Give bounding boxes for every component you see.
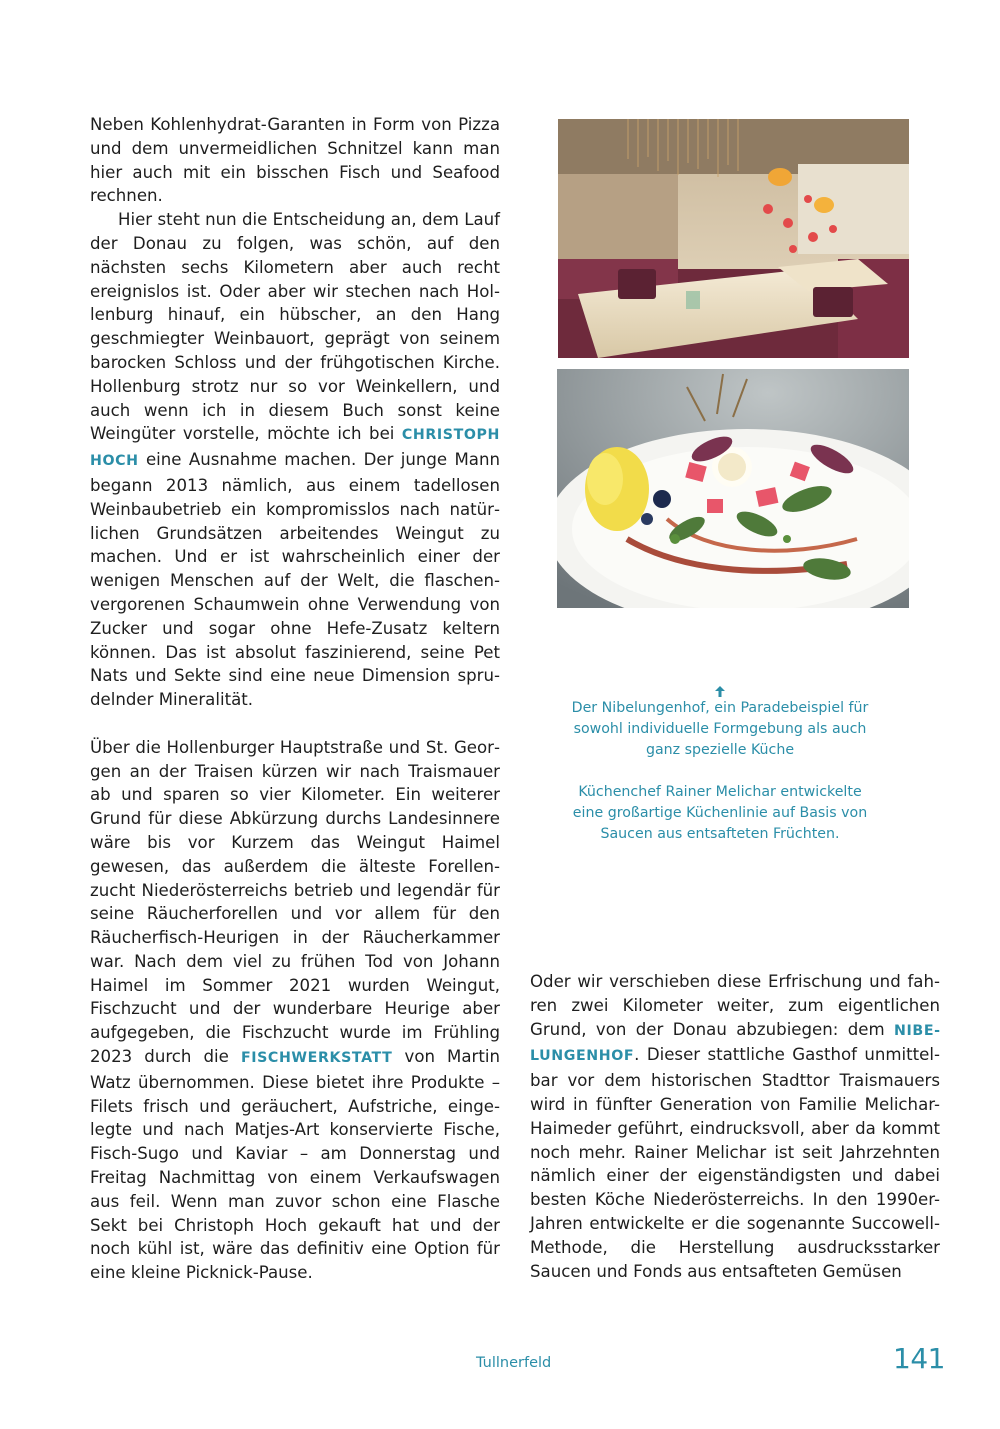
paragraph-hollenburg-text-a: Hier steht nun die Entscheidung an, dem Lauf der Donau zu folgen, was schön, auf den nächsten sechs Kilometern aber auch recht ereignislos ist. Oder aber wir stechen nach Hollenburg hinauf, ein hübscher, an den Hang geschmiegter Weinbauort, geprägt von seinem barocken Schloss und der frühgotischen Kirche. Hollenburg strotz nur so vor Weinkellern, und auch wenn ich in diesem Buch sonst keine Weingüter vorstelle, möchte ich bei <box>90 210 500 444</box>
paragraph-traismauer-text-b: von Martin Watz übernommen. Diese bietet ihre Produkte – Filets frisch und geräuchert, Aufstriche, eingelegte und nach Matjes-Art konservierte Fische, Fisch-Sugo und Kaviar – am Donnerstag und Freitag Nachmittag von einem Verkaufswagen aus feil. Wenn man zuvor schon eine Flasche Sekt bei Christoph Hoch gekauft hat und der noch kühl ist, wäre das definitiv eine Option für eine kleine Picknick-Pause. <box>90 1047 500 1283</box>
paragraph-intro: Neben Kohlenhydrat-Garanten in Form von Pizza und dem unvermeidlichen Schnitzel kann man hier auch mit ein bisschen Fisch und Seafood rechnen. <box>90 115 500 206</box>
paragraph-hollenburg <box>90 208 500 712</box>
caption-nibelungenhof: Der Nibelungenhof, ein Paradebeispiel für sowohl individuelle Formgebung als auch ganz spezielle Küche <box>571 700 869 758</box>
paragraph-nibelungenhof <box>530 970 940 1283</box>
dish-photo <box>557 369 909 608</box>
paragraph-nibelungenhof-text-a: Oder wir verschieben diese Erfrischung und fahren zwei Kilometer weiter, zum eigentlichen Grund, von der Donau abzubiegen: dem <box>530 972 940 1039</box>
photo-caption <box>570 686 870 845</box>
paragraph-hollenburg-text-b: eine Ausnahme machen. Der junge Mann begann 2013 nämlich, aus einem tadellosen Weinbaubetrieb ein kompromisslos nach natürlichen Grundsätzen arbeitendes Weingut zu machen. Und er ist wahrscheinlich einer der wenigen Menschen auf der Welt, die flaschenvergorenen Schaumwein ohne Verwendung von Zucker und sogar ohne Hefe-Zusatz keltern können. Das ist absolut faszinierend, seine Pet Nats und Sekte sind eine neue Dimension sprudelnder Mineralität. <box>90 450 500 710</box>
page-number: 141 <box>893 1342 945 1375</box>
highlight-fischwerkstatt: FISCHWERKSTATT <box>240 1050 393 1067</box>
caption-chef: Küchenchef Rainer Melichar entwickelte eine großartige Küchenlinie auf Basis von Saucen aus entsafteten Früchten. <box>572 784 868 842</box>
highlight-nibelungenhof: NIBELUNGENHOF <box>530 1022 940 1065</box>
paragraph-traismauer-text-a: Über die Hollenburger Hauptstraße und St. Georgen an der Traisen kürzen wir nach Traismauer ab und sparen so vier Kilometer. Ein weiterer Grund für diese Abkürzung durchs Landesinnere wäre bis vor Kurzem das Weingut Haimel gewesen, das außerdem die älteste Forellenzucht Niederösterreichs betrieb und legendär für seine Räucherforellen und vor allem für den Räucherfisch-Heurigen in der Räucherkammer war. Nach dem viel zu frühen Tod von Johann Haimel im Sommer 2021 wurden Weingut, Fischzucht und der wunderbare Heurige aber aufgegeben, die Fischzucht wurde im Frühling 2023 durch die <box>90 737 500 1067</box>
right-text-column <box>530 970 940 1283</box>
restaurant-interior-photo <box>558 119 909 358</box>
restaurant-interior-image <box>558 119 909 358</box>
footer-section-title: Tullnerfeld <box>476 1355 552 1371</box>
dish-image <box>557 369 909 608</box>
highlight-christoph-hoch: CHRISTOPH HOCH <box>90 427 500 470</box>
paragraph-traismauer <box>90 736 500 1285</box>
left-text-column <box>90 113 500 1285</box>
paragraph-nibelungenhof-text-b: . Dieser stattliche Gasthof unmittelbar vor dem historischen Stadttor Traismauers wird in fünfter Generation von Familie Melichar-Haimeder geführt, eindrucksvoll, aber da kommt noch mehr. Rainer Melichar ist seit Jahrzehnten nämlich einer der eigenständigsten und dabei besten Köche Niederösterreichs. In den 1990er-Jahren entwickelte er die sogenannte Succowell-Methode, die Herstellung ausdrucksstarker Saucen und Fonds aus entsafteten Gemüsen <box>530 1045 940 1281</box>
arrow-up-icon <box>715 686 725 697</box>
